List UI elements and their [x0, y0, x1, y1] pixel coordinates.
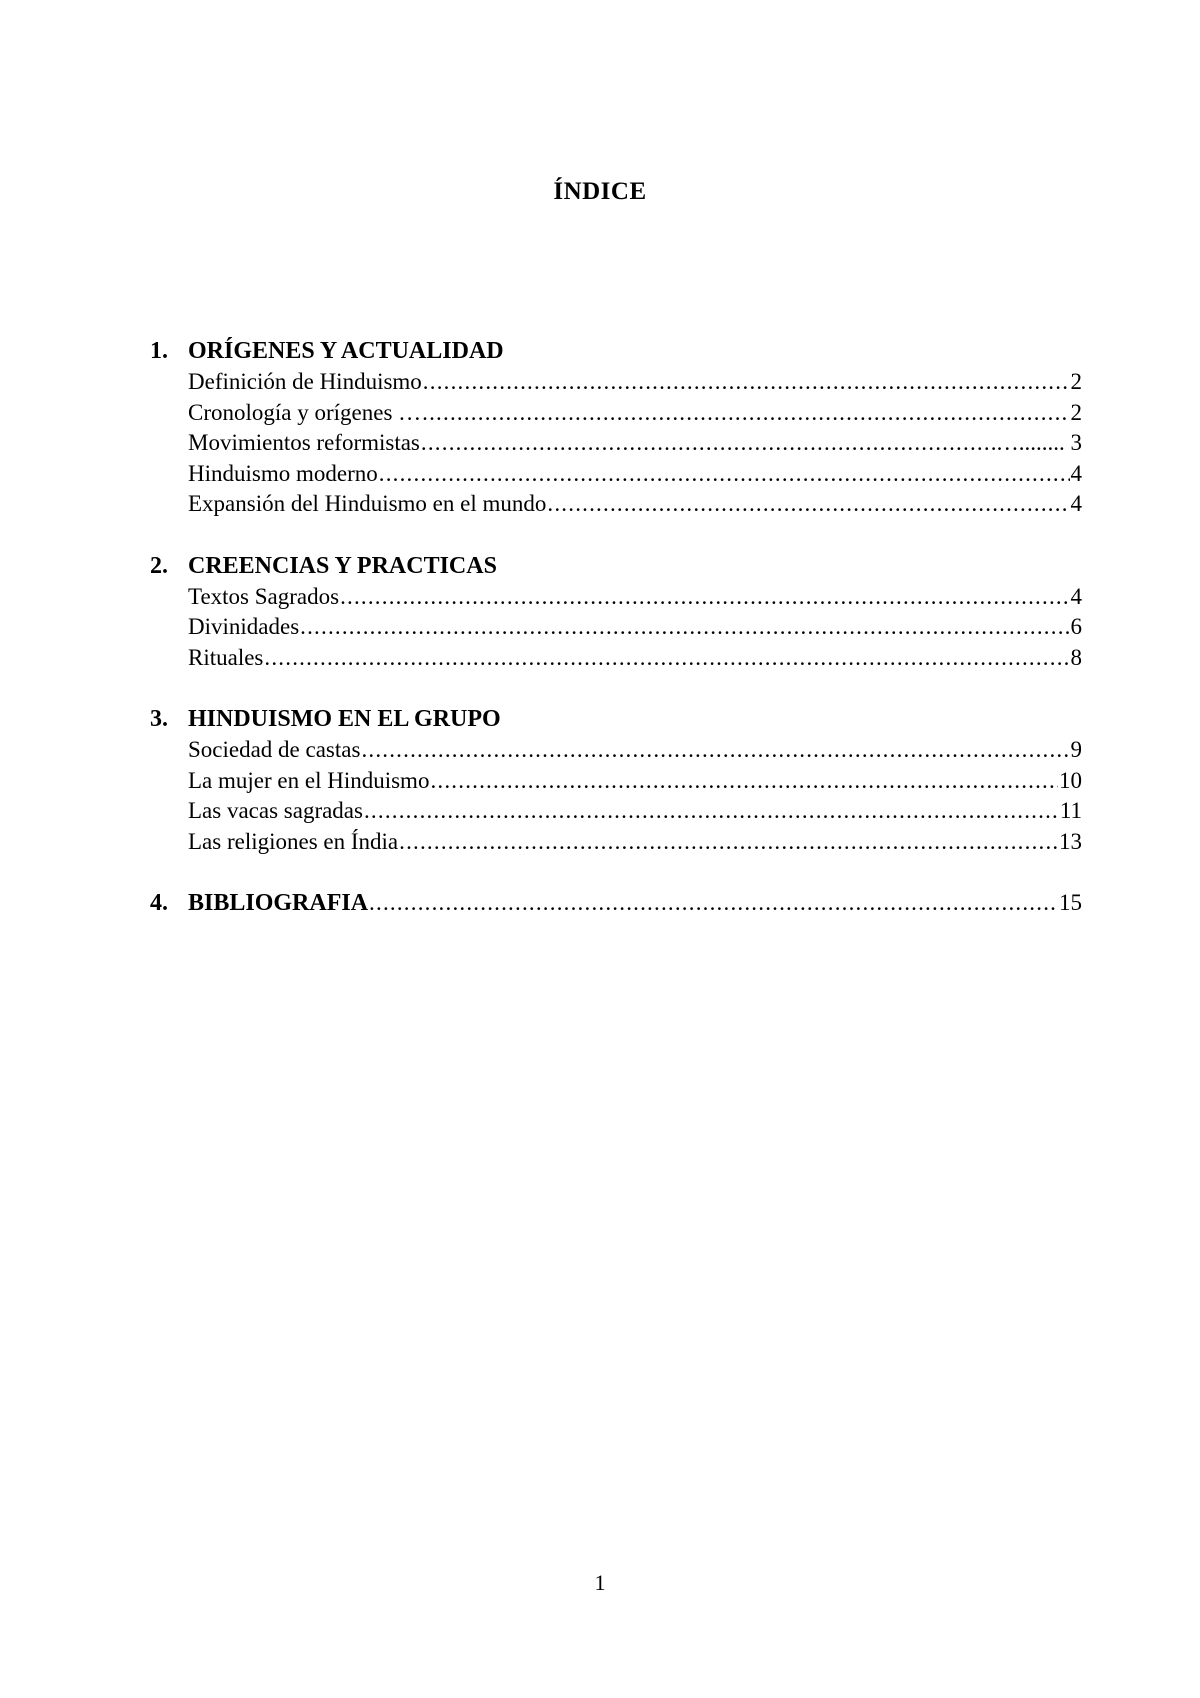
section-title: HINDUISMO EN EL GRUPO	[188, 706, 501, 732]
toc-section-header	[150, 703, 1082, 735]
section-number: 2.	[150, 552, 168, 579]
entry-page-number: 4	[1070, 491, 1082, 516]
dot-leader	[340, 582, 1069, 613]
entry-label: Sociedad de castas	[188, 737, 361, 762]
entry-label: Textos Sagrados	[188, 583, 340, 609]
toc-entry	[188, 582, 1082, 613]
section-number: 3.	[150, 706, 168, 732]
toc-section	[150, 887, 1082, 919]
dot-leader	[361, 735, 1069, 766]
entry-label: Hinduismo moderno	[188, 460, 378, 486]
entry-label: Divinidades	[188, 614, 300, 639]
toc-section-header	[150, 887, 1082, 919]
section-number: 4.	[150, 890, 168, 916]
toc-entry	[188, 367, 1082, 398]
toc-section-header	[150, 550, 1082, 582]
dot-leader	[369, 887, 1058, 919]
entry-page-number: 6	[1070, 614, 1082, 639]
toc-section	[150, 550, 1082, 674]
toc-entry	[188, 459, 1082, 490]
entry-label: Definición de Hinduismo	[188, 369, 422, 394]
entry-label: Las religiones en Índia	[188, 828, 399, 854]
entry-page-number: 2	[1070, 399, 1082, 425]
toc-entry	[188, 643, 1082, 674]
entry-page-number: 10	[1059, 767, 1082, 793]
section-title: ORÍGENES Y ACTUALIDAD	[188, 338, 504, 364]
table-of-contents	[150, 335, 1082, 949]
section-number: 1.	[150, 338, 168, 364]
toc-section-header	[150, 335, 1082, 367]
entry-page-number: 4	[1070, 460, 1082, 486]
toc-entry	[188, 428, 1082, 459]
toc-entry	[188, 489, 1082, 520]
toc-entry	[188, 735, 1082, 766]
entry-page-number: …........ 3	[995, 430, 1082, 455]
toc-entry	[188, 796, 1082, 827]
dot-leader	[264, 643, 1069, 674]
dot-leader	[430, 766, 1058, 797]
toc-entry	[188, 827, 1082, 858]
toc-section	[150, 335, 1082, 520]
entry-page-number: 15	[1059, 890, 1082, 915]
entry-page-number: 8	[1070, 644, 1082, 670]
dot-leader	[300, 612, 1069, 643]
dot-leader	[399, 827, 1058, 858]
entry-label: La mujer en el Hinduismo	[188, 767, 430, 793]
toc-entry	[188, 766, 1082, 797]
section-title: BIBLIOGRAFIA	[188, 890, 369, 916]
entry-page-number: 11	[1059, 798, 1082, 823]
page-title: ÍNDICE	[553, 178, 647, 205]
entry-label: Las vacas sagradas	[188, 798, 363, 823]
entry-page-number: 13	[1059, 828, 1082, 854]
entry-page-number: 2	[1070, 369, 1082, 394]
dot-leader	[421, 428, 995, 459]
entry-label: Movimientos reformistas	[188, 430, 420, 455]
page-number: 1	[594, 1570, 606, 1595]
toc-entry	[188, 398, 1082, 429]
dot-leader	[422, 398, 1069, 429]
toc-entry	[188, 612, 1082, 643]
section-title: CREENCIAS Y PRACTICAS	[188, 552, 497, 579]
dot-leader	[547, 489, 1069, 520]
dot-leader	[423, 367, 1070, 398]
entry-page-number: 4	[1070, 583, 1082, 609]
entry-label: Expansión del Hinduismo en el mundo	[188, 491, 547, 516]
dot-leader	[379, 459, 1070, 490]
entry-page-number: 9	[1070, 737, 1082, 762]
dot-leader	[364, 796, 1059, 827]
toc-section	[150, 703, 1082, 857]
entry-label: Cronología y orígenes …	[188, 399, 422, 425]
entry-label: Rituales	[188, 644, 264, 670]
